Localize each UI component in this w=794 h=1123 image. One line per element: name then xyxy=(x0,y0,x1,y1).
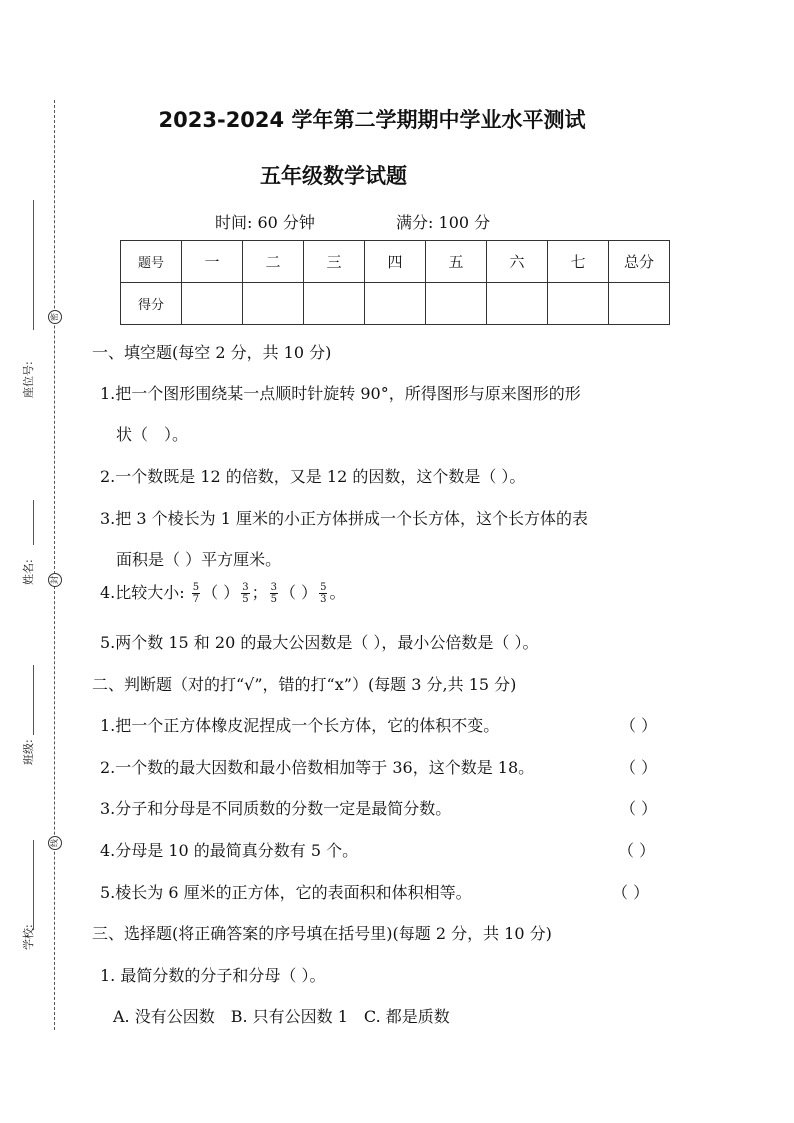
s2-question-3: 3.分子和分母是不同质数的分数一定是最简分数。 xyxy=(100,799,452,818)
score-input-cell[interactable] xyxy=(609,283,670,325)
answer-paren[interactable]: （ ） xyxy=(620,716,658,735)
exam-title: 2023-2024 学年第二学期期中学业水平测试 xyxy=(158,108,586,132)
table-cell: 五 xyxy=(426,241,487,283)
section1-heading: 一、填空题(每空 2 分，共 10 分) xyxy=(92,343,332,362)
s2-question-1: 1.把一个正方体橡皮泥捏成一个长方体，它的体积不变。 xyxy=(100,716,500,735)
table-row xyxy=(121,283,670,325)
exam-subtitle: 五年级数学试题 xyxy=(260,164,407,188)
s1-question-3: 3.把 3 个棱长为 1 厘米的小正方体拼成一个长方体，这个长方体的表 xyxy=(100,509,588,528)
seal-feng: 封 xyxy=(48,573,62,587)
s1-question-5: 5.两个数 15 和 20 的最大公因数是（ ），最小公倍数是（ ）。 xyxy=(100,633,539,652)
answer-paren[interactable]: （ ） xyxy=(618,841,656,860)
table-cell: 得分 xyxy=(121,283,182,325)
s1-question-4 xyxy=(100,580,345,605)
seat-line xyxy=(33,200,34,330)
s2-question-5: 5.棱长为 6 厘米的正方体，它的表面积和体积相等。 xyxy=(100,883,472,902)
s3-question-1-options: A. 没有公因数 B. 只有公因数 1 C. 都是质数 xyxy=(113,1007,450,1026)
table-cell: 六 xyxy=(487,241,548,283)
score-input-cell[interactable] xyxy=(426,283,487,325)
seal-mi: 密 xyxy=(48,310,62,324)
table-cell: 四 xyxy=(365,241,426,283)
s1-question-1-cont: 状（ ）。 xyxy=(116,425,189,444)
q4-prefix: 4.比较大小: xyxy=(100,583,185,602)
answer-paren: （ ） xyxy=(202,583,240,602)
school-line xyxy=(33,840,34,930)
fraction: $\frac{5}{3}$ xyxy=(320,582,327,605)
score-input-cell[interactable] xyxy=(243,283,304,325)
answer-paren[interactable]: （ ） xyxy=(612,883,650,902)
s2-question-4: 4.分母是 10 的最简真分数有 5 个。 xyxy=(100,841,359,860)
name-line xyxy=(33,500,34,545)
answer-paren: （ ） xyxy=(280,583,318,602)
score-input-cell[interactable] xyxy=(365,283,426,325)
period: 。 xyxy=(329,583,346,602)
seal-xian: 线 xyxy=(48,836,62,850)
score-input-cell[interactable] xyxy=(304,283,365,325)
s1-question-1: 1.把一个图形围绕某一点顺时针旋转 90°，所得图形与原来图形的形 xyxy=(100,384,581,403)
separator: ； xyxy=(251,583,268,602)
score-table xyxy=(120,240,670,325)
section3-heading: 三、选择题(将正确答案的序号填在括号里)(每题 2 分，共 10 分) xyxy=(92,924,552,943)
full-score: 满分: 100 分 xyxy=(396,213,491,232)
section2-heading: 二、判断题（对的打“√”，错的打“x”）(每题 3 分,共 15 分) xyxy=(92,675,517,694)
s2-question-2: 2.一个数的最大因数和最小倍数相加等于 36，这个数是 18。 xyxy=(100,758,535,777)
time-limit: 时间: 60 分钟 xyxy=(215,213,315,232)
table-cell: 一 xyxy=(182,241,243,283)
answer-paren[interactable]: （ ） xyxy=(620,799,658,818)
s3-question-1: 1. 最简分数的分子和分母（ ）。 xyxy=(100,966,326,985)
table-cell: 总分 xyxy=(609,241,670,283)
s1-question-3-cont: 面积是（ ）平方厘米。 xyxy=(116,550,282,569)
table-cell: 题号 xyxy=(121,241,182,283)
fraction: $\frac{5}{7}$ xyxy=(192,582,200,605)
s1-question-2: 2.一个数既是 12 的倍数，又是 12 的因数，这个数是（ ）。 xyxy=(100,467,526,486)
fraction: $\frac{3}{5}$ xyxy=(242,582,249,605)
table-row xyxy=(121,241,670,283)
answer-paren[interactable]: （ ） xyxy=(620,758,658,777)
fraction: $\frac{3}{5}$ xyxy=(270,582,277,605)
score-input-cell[interactable] xyxy=(182,283,243,325)
table-cell: 三 xyxy=(304,241,365,283)
class-line xyxy=(33,665,34,735)
table-cell: 二 xyxy=(243,241,304,283)
binding-dashed-line xyxy=(54,100,55,1030)
score-input-cell[interactable] xyxy=(487,283,548,325)
table-cell: 七 xyxy=(548,241,609,283)
exam-info xyxy=(215,210,490,233)
score-input-cell[interactable] xyxy=(548,283,609,325)
